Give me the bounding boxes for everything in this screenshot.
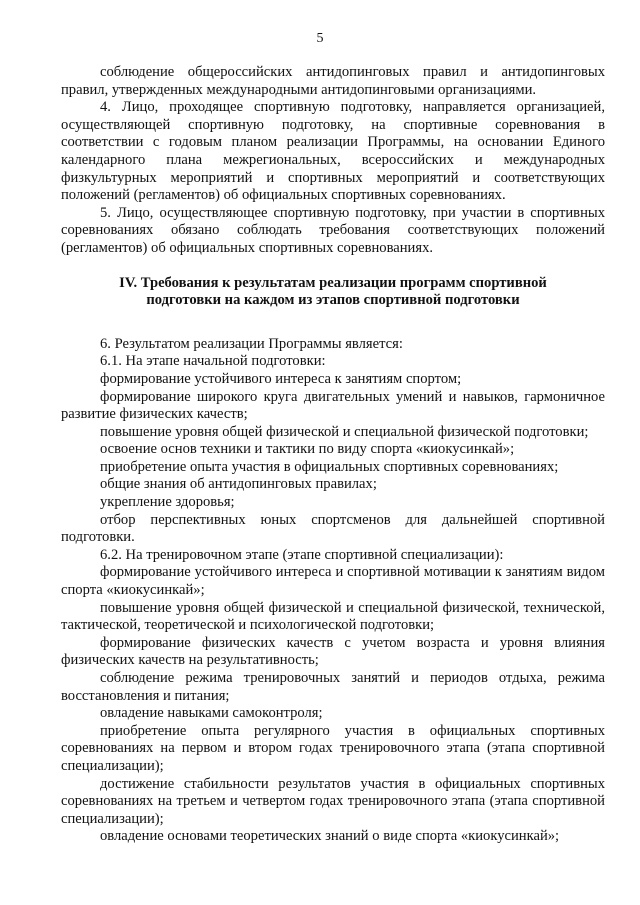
- paragraph: повышение уровня общей физической и специальной физической подготовки;: [100, 423, 589, 440]
- paragraph: повышение уровня общей физической и специальной физической, технической, тактической, теоретической и психологической подготовки;: [61, 599, 605, 634]
- paragraph: достижение стабильности результатов участия в официальных спортивных соревнованиях на третьем и четвертом годах тренировочного этапа (этапа спортивной специализации);: [61, 775, 605, 827]
- paragraph: освоение основ техники и тактики по виду спорта «киокусинкай»;: [100, 441, 515, 458]
- paragraph: 6. Результатом реализации Программы является:: [100, 335, 403, 352]
- document-body: [61, 64, 605, 846]
- section-heading: [61, 258, 605, 336]
- paragraph: формирование физических качеств с учетом возраста и уровня влияния физических качеств на результативность;: [61, 634, 605, 669]
- paragraph: формирование устойчивого интереса и спортивной мотивации к занятиям видом спорта «киокусинкай»;: [61, 564, 605, 599]
- paragraph: приобретение опыта участия в официальных спортивных соревнованиях;: [100, 458, 559, 475]
- paragraph: формирование широкого круга двигательных умений и навыков, гармоничное развитие физических качеств;: [61, 388, 605, 423]
- paragraph: овладение основами теоретических знаний о виде спорта «киокусинкай»;: [100, 828, 560, 845]
- paragraph: общие знания об антидопинговых правилах;: [100, 476, 377, 493]
- paragraph: соблюдение режима тренировочных занятий и периодов отдыха, режима восстановления и питания;: [61, 670, 605, 704]
- paragraph: отбор перспективных юных спортсменов для дальнейшей спортивной подготовки.: [61, 511, 605, 546]
- paragraph: 5. Лицо, осуществляющее спортивную подготовку, при участии в спортивных соревнованиях обязано соблюдать требования соответствующих положений (регламентов) об официальных спортивных соревнованиях.: [61, 204, 605, 256]
- section-heading-line: подготовки на каждом из этапов спортивной подготовки: [146, 292, 520, 309]
- paragraph: соблюдение общероссийских антидопинговых правил и антидопинговых правил, утвержденных международными антидопинговыми организациями.: [61, 64, 605, 98]
- paragraph: овладение навыками самоконтроля;: [100, 705, 323, 722]
- paragraph: 4. Лицо, проходящее спортивную подготовку, направляется организацией, осуществляющей спортивную подготовку, на спортивные соревнования в соответствии с годовым планом реализации Программы, на основании Единого календарного плана межрегиональных, всероссийских и международных физкультурных мероприятий и спортивных мероприятий и соответствующих положений (регламентов) об официальных спортивных соревнованиях.: [61, 99, 605, 204]
- paragraph: приобретение опыта регулярного участия в официальных спортивных соревнованиях на первом и втором годах тренировочного этапа (этапа спортивной специализации);: [61, 722, 605, 774]
- paragraph: 6.2. На тренировочном этапе (этапе спортивной специализации):: [100, 546, 504, 563]
- section-heading-line: IV. Требования к результатам реализации программ спортивной: [119, 274, 547, 291]
- page-number: 5: [316, 31, 324, 46]
- paragraph: укрепление здоровья;: [100, 494, 235, 511]
- paragraph: формирование устойчивого интереса к занятиям спортом;: [100, 370, 462, 387]
- paragraph: 6.1. На этапе начальной подготовки:: [100, 353, 326, 370]
